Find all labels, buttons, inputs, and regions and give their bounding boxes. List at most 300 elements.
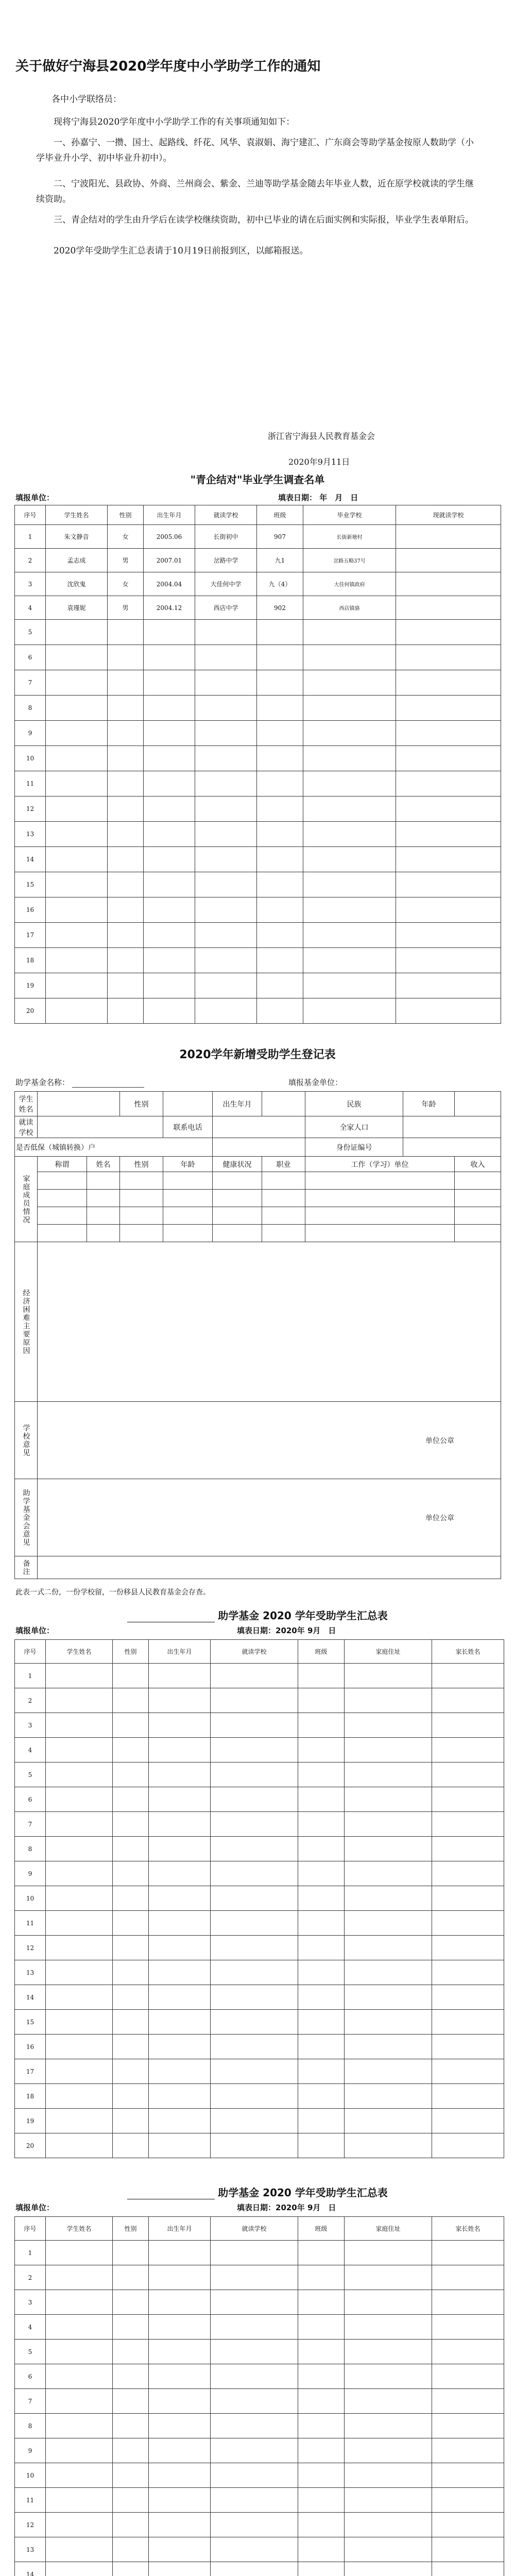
row-number: 18 <box>15 2084 46 2109</box>
summary-cell <box>211 1738 298 1762</box>
salutation: 各中小学联络员： <box>52 94 122 105</box>
table-row <box>15 1664 504 1688</box>
summary-cell <box>432 1985 504 2010</box>
survey-cell <box>257 696 303 721</box>
summary-cell <box>211 2290 298 2315</box>
survey-cell <box>195 923 257 948</box>
row-number: 14 <box>15 1985 46 2010</box>
summary-cell <box>149 2488 211 2513</box>
summary-cell <box>149 1936 211 1960</box>
row-number: 7 <box>15 1812 46 1837</box>
table-row <box>15 2537 504 2562</box>
survey-cell <box>396 549 501 572</box>
summary-cell <box>432 1837 504 1861</box>
table-row <box>15 2010 504 2035</box>
summary-cell <box>298 1911 345 1936</box>
row-number: 20 <box>15 2133 46 2158</box>
table-row <box>15 2315 504 2340</box>
table-row <box>15 2241 504 2265</box>
summary-cell <box>113 1664 149 1688</box>
survey-header-cell: 出生年月 <box>144 505 195 525</box>
survey-header-cell: 班级 <box>257 505 303 525</box>
summary-unit-label: 填报单位： <box>15 2203 55 2212</box>
reg-ethnicity-label: 民族 <box>305 1092 403 1116</box>
summary-cell <box>113 1837 149 1861</box>
table-row <box>15 998 501 1024</box>
table-row <box>15 1985 504 2010</box>
summary-cell <box>345 2537 432 2562</box>
survey-cell <box>108 696 144 721</box>
table-row <box>15 2109 504 2133</box>
reg-family-header: 职业 <box>262 1157 305 1172</box>
summary-cell <box>149 2010 211 2035</box>
summary-cell <box>113 2133 149 2158</box>
table-row <box>15 2265 504 2290</box>
row-number: 9 <box>15 2438 46 2463</box>
summary-header-cell: 序号 <box>15 1640 46 1664</box>
summary-cell <box>298 1787 345 1812</box>
table-row <box>15 2414 504 2438</box>
summary-cell <box>211 2084 298 2109</box>
table-row <box>15 2364 504 2389</box>
summary-cell <box>345 2414 432 2438</box>
summary-cell <box>149 2109 211 2133</box>
summary-cell <box>149 2414 211 2438</box>
summary-cell <box>113 1886 149 1911</box>
summary-header-cell: 学生姓名 <box>46 1640 113 1664</box>
summary-cell <box>298 2290 345 2315</box>
survey-cell: 11 <box>15 771 46 796</box>
summary-cell <box>211 1812 298 1837</box>
reg-family-header: 收入 <box>455 1157 501 1172</box>
reg-remarks-label: 备注 <box>15 1556 38 1579</box>
reg-household-value <box>403 1116 501 1138</box>
summary-cell <box>211 1787 298 1812</box>
summary-cell <box>432 1713 504 1738</box>
summary-date-label: 填表日期：2020年 9月 日 <box>237 2203 336 2212</box>
summary-cell <box>149 2513 211 2537</box>
survey-cell <box>108 746 144 771</box>
summary-header-cell: 班级 <box>298 2217 345 2241</box>
reg-school-value <box>38 1116 163 1138</box>
survey-date-label: 填表日期： <box>278 493 317 502</box>
row-number: 14 <box>15 2562 46 2576</box>
table-row <box>15 670 501 696</box>
survey-unit-label: 填报单位： <box>15 493 55 502</box>
summary-cell <box>211 2438 298 2463</box>
survey-cell: 10 <box>15 746 46 771</box>
table-row <box>15 1960 504 1985</box>
summary-cell <box>298 1664 345 1688</box>
summary-cell <box>149 2035 211 2059</box>
survey-cell <box>144 973 195 998</box>
summary-cell <box>432 2290 504 2315</box>
row-number: 3 <box>15 1713 46 1738</box>
table-row <box>15 1787 504 1812</box>
reg-id-label: 身份证编号 <box>305 1138 403 1157</box>
summary-cell <box>211 2133 298 2158</box>
summary-cell <box>345 2241 432 2265</box>
survey-cell <box>195 948 257 973</box>
summary-cell <box>113 2340 149 2364</box>
summary-cell <box>345 2035 432 2059</box>
survey-cell <box>396 645 501 670</box>
reg-family-label: 家庭成员情况 <box>15 1157 38 1242</box>
row-number: 1 <box>15 2241 46 2265</box>
table-row <box>15 847 501 872</box>
row-number: 12 <box>15 1936 46 1960</box>
survey-cell <box>46 721 108 746</box>
survey-cell <box>396 620 501 645</box>
table-row <box>15 796 501 822</box>
summary-cell <box>149 2389 211 2414</box>
notice-date: 2020年9月11日 <box>288 457 350 467</box>
summary-cell <box>149 2059 211 2084</box>
survey-cell <box>108 872 144 897</box>
survey-cell <box>257 973 303 998</box>
summary-cell <box>432 2265 504 2290</box>
summary-cell <box>432 2414 504 2438</box>
row-number: 10 <box>15 1886 46 1911</box>
survey-cell: 18 <box>15 948 46 973</box>
reg-age-label: 年龄 <box>403 1092 455 1116</box>
summary-cell <box>149 1960 211 1985</box>
table-row <box>15 1837 504 1861</box>
survey-cell <box>396 923 501 948</box>
survey-cell <box>257 923 303 948</box>
summary-cell <box>46 2537 113 2562</box>
summary-cell <box>345 1664 432 1688</box>
row-number: 3 <box>15 2290 46 2315</box>
row-number: 1 <box>15 1664 46 1688</box>
summary-cell <box>46 2562 113 2576</box>
table-row <box>15 2290 504 2315</box>
summary-cell <box>211 1713 298 1738</box>
registration-title: 2020学年新增受助学生登记表 <box>179 1048 336 1061</box>
survey-cell: 西店中学 <box>195 596 257 620</box>
summary-cell <box>211 1664 298 1688</box>
summary-cell <box>46 1861 113 1886</box>
survey-cell: 九1 <box>257 549 303 572</box>
survey-cell <box>195 796 257 822</box>
summary-cell <box>345 2438 432 2463</box>
survey-cell: 17 <box>15 923 46 948</box>
summary-header-cell: 学生姓名 <box>46 2217 113 2241</box>
survey-cell <box>108 948 144 973</box>
reg-school-opinion-label: 学校意见 <box>15 1402 38 1479</box>
summary-cell <box>149 2463 211 2488</box>
summary-header-cell: 家庭住址 <box>345 2217 432 2241</box>
summary-cell <box>298 2315 345 2340</box>
summary-cell <box>298 2537 345 2562</box>
summary-cell <box>46 2389 113 2414</box>
row-number: 4 <box>15 2315 46 2340</box>
reg-lowincome-label: 是否低保（城镇转换）户 <box>15 1138 213 1157</box>
survey-cell <box>46 620 108 645</box>
survey-cell <box>303 796 396 822</box>
summary-cell <box>211 1837 298 1861</box>
summary-cell <box>211 1688 298 1713</box>
summary-cell <box>345 1960 432 1985</box>
summary-unit-label: 填报单位： <box>15 1626 55 1635</box>
row-number: 15 <box>15 2010 46 2035</box>
summary-cell <box>46 1985 113 2010</box>
summary-cell <box>298 2133 345 2158</box>
fund-name-blank <box>72 1078 144 1088</box>
survey-cell: 大佳何镇政府 <box>303 572 396 596</box>
survey-cell <box>195 746 257 771</box>
survey-date-placeholder: 年 月 日 <box>319 493 358 502</box>
reg-fund-opinion-label: 助学基金会意见 <box>15 1479 38 1556</box>
summary-cell <box>432 2241 504 2265</box>
row-number: 13 <box>15 2537 46 2562</box>
summary-cell <box>149 2265 211 2290</box>
summary-cell <box>345 2084 432 2109</box>
summary-cell <box>211 1911 298 1936</box>
survey-cell: 岔路五略37号 <box>303 549 396 572</box>
reg-birth-label: 出生年月 <box>213 1092 262 1116</box>
summary-cell <box>46 2059 113 2084</box>
summary-cell <box>298 2109 345 2133</box>
table-row <box>15 822 501 847</box>
survey-cell <box>303 872 396 897</box>
survey-cell: 女 <box>108 572 144 596</box>
survey-cell: 8 <box>15 696 46 721</box>
survey-table <box>14 505 501 1024</box>
summary-cell <box>149 2241 211 2265</box>
survey-cell <box>195 847 257 872</box>
summary-cell <box>113 2290 149 2315</box>
summary-header-cell: 就读学校 <box>211 1640 298 1664</box>
summary-title <box>0 1607 515 1622</box>
survey-cell <box>195 670 257 696</box>
survey-cell: 2 <box>15 549 46 572</box>
survey-cell <box>257 721 303 746</box>
summary-table <box>14 1639 504 2158</box>
survey-cell <box>195 998 257 1024</box>
survey-cell <box>144 771 195 796</box>
summary-cell <box>113 1713 149 1738</box>
survey-cell <box>257 645 303 670</box>
summary-cell <box>113 2241 149 2265</box>
summary-cell <box>149 1713 211 1738</box>
summary-cell <box>46 1664 113 1688</box>
summary-cell <box>298 1861 345 1886</box>
summary-cell <box>298 2265 345 2290</box>
table-row <box>15 1886 504 1911</box>
summary-cell <box>113 1812 149 1837</box>
summary-cell <box>211 1886 298 1911</box>
summary-cell <box>113 2315 149 2340</box>
summary-cell <box>113 2265 149 2290</box>
summary-cell <box>149 1787 211 1812</box>
summary-section <box>0 1607 515 2179</box>
row-number: 10 <box>15 2463 46 2488</box>
reg-household-label: 全家人口 <box>305 1116 403 1138</box>
table-row <box>15 1812 504 1837</box>
summary-cell <box>149 1886 211 1911</box>
survey-cell <box>257 670 303 696</box>
survey-cell <box>144 998 195 1024</box>
table-row <box>15 2035 504 2059</box>
summary-cell <box>298 2241 345 2265</box>
summary-cell <box>149 1911 211 1936</box>
table-row <box>15 2133 504 2158</box>
survey-cell: 7 <box>15 670 46 696</box>
summary-cell <box>113 2389 149 2414</box>
survey-cell <box>257 847 303 872</box>
survey-cell <box>396 973 501 998</box>
summary-cell <box>345 2488 432 2513</box>
reg-family-header: 健康状况 <box>213 1157 262 1172</box>
summary-header-cell: 家长姓名 <box>432 2217 504 2241</box>
summary-cell <box>432 1738 504 1762</box>
survey-cell <box>144 847 195 872</box>
survey-cell: 大佳何中学 <box>195 572 257 596</box>
survey-cell <box>46 948 108 973</box>
summary-cell <box>46 1738 113 1762</box>
summary-cell <box>345 2340 432 2364</box>
summary-cell <box>211 2463 298 2488</box>
survey-cell <box>144 897 195 923</box>
summary-cell <box>298 2438 345 2463</box>
summary-header-cell: 性别 <box>113 2217 149 2241</box>
summary-cell <box>149 1688 211 1713</box>
summary-cell <box>46 1911 113 1936</box>
summary-cell <box>113 2084 149 2109</box>
summary-cell <box>432 2513 504 2537</box>
summary-cell <box>46 1812 113 1837</box>
table-row <box>15 1936 504 1960</box>
summary-cell <box>211 2414 298 2438</box>
reg-phone-value <box>213 1116 305 1138</box>
table-row <box>15 1738 504 1762</box>
summary-cell <box>113 1985 149 2010</box>
survey-cell <box>257 746 303 771</box>
table-row <box>15 746 501 771</box>
table-row <box>15 549 501 572</box>
row-number: 2 <box>15 2265 46 2290</box>
summary-cell <box>432 2562 504 2576</box>
survey-cell <box>46 973 108 998</box>
summary-cell <box>432 2389 504 2414</box>
summary-section <box>0 2184 515 2576</box>
summary-cell <box>46 2513 113 2537</box>
summary-cell <box>46 1762 113 1787</box>
summary-cell <box>113 1787 149 1812</box>
table-row <box>15 1713 504 1738</box>
survey-cell <box>396 897 501 923</box>
summary-cell <box>432 2438 504 2463</box>
summary-cell <box>432 2463 504 2488</box>
summary-cell <box>211 2488 298 2513</box>
summary-cell <box>345 2010 432 2035</box>
survey-cell: 2004.12 <box>144 596 195 620</box>
reg-student-name-label: 学生姓名 <box>15 1092 38 1116</box>
summary-header-cell: 性别 <box>113 1640 149 1664</box>
survey-cell <box>303 897 396 923</box>
summary-cell <box>432 2537 504 2562</box>
survey-cell <box>396 822 501 847</box>
row-number: 12 <box>15 2513 46 2537</box>
survey-cell <box>144 948 195 973</box>
survey-cell <box>144 746 195 771</box>
summary-cell <box>298 2389 345 2414</box>
survey-cell: 6 <box>15 645 46 670</box>
table-row <box>15 1762 504 1787</box>
survey-cell <box>108 620 144 645</box>
signature: 浙江省宁海县人民教育基金会 <box>268 431 375 441</box>
survey-cell: 岔路中学 <box>195 549 257 572</box>
summary-cell <box>345 2133 432 2158</box>
row-number: 5 <box>15 2340 46 2364</box>
summary-cell <box>46 2463 113 2488</box>
survey-cell: 9 <box>15 721 46 746</box>
survey-cell <box>108 923 144 948</box>
summary-cell <box>149 1738 211 1762</box>
summary-cell <box>113 1762 149 1787</box>
survey-cell <box>144 696 195 721</box>
survey-cell <box>108 771 144 796</box>
summary-cell <box>345 1688 432 1713</box>
reg-family-header: 姓名 <box>87 1157 120 1172</box>
reg-family-header: 年龄 <box>163 1157 213 1172</box>
row-number: 9 <box>15 1861 46 1886</box>
survey-cell: 15 <box>15 872 46 897</box>
summary-cell <box>432 1960 504 1985</box>
survey-cell: 4 <box>15 596 46 620</box>
table-row <box>15 525 501 549</box>
survey-cell <box>396 670 501 696</box>
summary-cell <box>432 1688 504 1713</box>
summary-cell <box>432 1812 504 1837</box>
table-row <box>15 620 501 645</box>
survey-cell <box>396 696 501 721</box>
survey-cell <box>303 998 396 1024</box>
table-row <box>15 973 501 998</box>
summary-cell <box>298 1812 345 1837</box>
summary-cell <box>345 1762 432 1787</box>
summary-cell <box>46 1713 113 1738</box>
row-number: 2 <box>15 1688 46 1713</box>
summary-cell <box>298 1960 345 1985</box>
fund-unit-label: 填报基金单位： <box>288 1078 343 1087</box>
survey-cell: 20 <box>15 998 46 1024</box>
summary-cell <box>432 1762 504 1787</box>
summary-cell <box>149 1762 211 1787</box>
survey-cell <box>46 670 108 696</box>
summary-cell <box>298 2562 345 2576</box>
reg-fund-seal: 单位公章 <box>425 1514 454 1522</box>
survey-cell <box>303 746 396 771</box>
reg-school-label: 就读学校 <box>15 1116 38 1138</box>
survey-cell: 孟志成 <box>46 549 108 572</box>
summary-cell <box>211 1960 298 1985</box>
summary-cell <box>46 2265 113 2290</box>
summary-cell <box>432 2364 504 2389</box>
summary-cell <box>345 2109 432 2133</box>
survey-header-cell: 学生姓名 <box>46 505 108 525</box>
summary-cell <box>432 2315 504 2340</box>
summary-cell <box>345 2290 432 2315</box>
summary-cell <box>113 2537 149 2562</box>
survey-cell <box>303 670 396 696</box>
survey-cell <box>195 973 257 998</box>
survey-cell: 长街新塘村 <box>303 525 396 549</box>
summary-cell <box>211 2315 298 2340</box>
table-row <box>15 1688 504 1713</box>
notice-paragraph: 一、孙嘉宁、一攒、国士、起路线、纤花、风华、袁淑娟、海宁建汇、广东商会等助学基金按原人数助学（小学毕业升小学、初中毕业升初中）。 <box>36 138 474 163</box>
